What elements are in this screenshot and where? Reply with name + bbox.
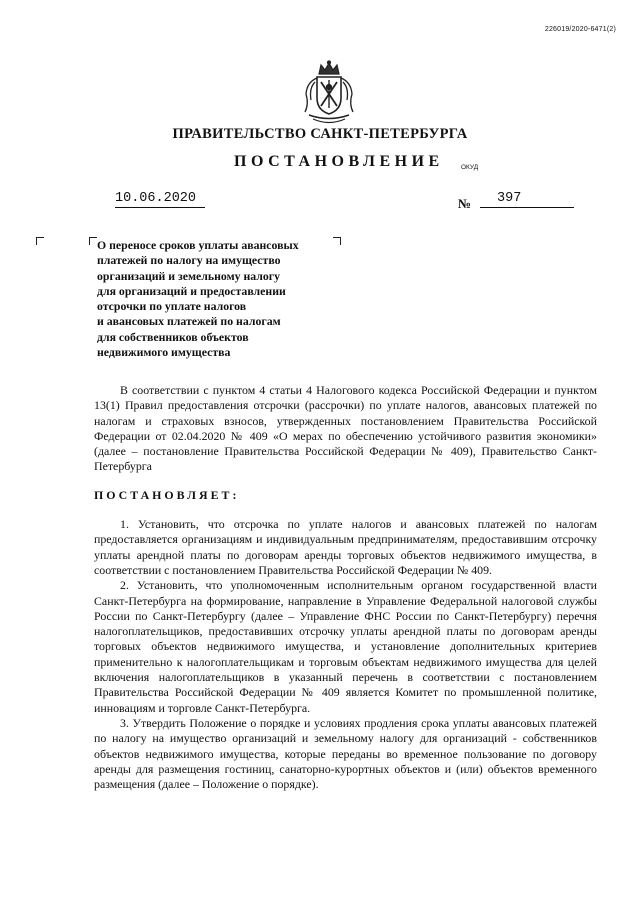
coat-of-arms-icon [303,60,355,126]
okud-label: ОКУД [461,164,479,171]
document-body [94,383,597,792]
clause-paragraph-2: 2. Установить, что уполномоченным исполнительным органом государственной власти Санкт-Петербурга на формирование, направление в Управление Федеральной налоговой службы России по Санкт-Петербургу (далее – Управление ФНС России по Санкт-Петербургу) перечня налогоплательщиков, предоставивших отсрочку уплаты арендной платы по договорам аренды торговых объектов недвижимого имущества, и установление дополнительных критериев применительно к налогоплательщикам и торговым объектам недвижимого имущества для целей включения налогоплательщиков в указанный перечень в соответствии с постановлением Правительства Российской Федерации № 409 является Комитет по промышленной политике, инновациям и торговле Санкт-Петербурга. [94,578,597,715]
subject-line: для собственников объектов [97,329,249,344]
document-number: 397 [480,191,574,208]
bracket-corner-left-outer [36,237,44,245]
document-type: ПОСТАНОВЛЕНИЕ [234,153,444,170]
document-date: 10.06.2020 [115,191,205,208]
subject-line: О переносе сроков уплаты авансовых [97,238,299,252]
subject-line: организаций и земельному налогу [97,268,281,283]
subject-line: и авансовых платежей по налогам [97,314,281,329]
subject-line: отсрочки по уплате налогов [97,299,247,314]
number-label: № [458,196,472,211]
bracket-corner-left-inner [89,237,97,245]
document-subject [97,238,333,360]
organization-name: ПРАВИТЕЛЬСТВО САНКТ-ПЕТЕРБУРГА [172,126,468,142]
clause-paragraph-3: 3. Утвердить Положение о порядке и условиях продления срока уплаты авансовых платежей по налогу на имущество организаций и земельному налогу для организаций - собственников объектов недвижимого имущества, которые переданы во временное пользование по договору аренды для размещения гостиниц, санаторно-курортных объектов и (или) объектов временного размещения (далее – Положение о порядке). [94,715,597,792]
clause-paragraph-1: 1. Установить, что отсрочка по уплате налогов и авансовых платежей по налогам предоставляется организациям и индивидуальным предпринимателям, предоставившим отсрочку уплаты арендной платы по договорам аренды торговых объектов недвижимого имущества, в соответствии с постановлением Правительства Российской Федерации № 409. [94,517,597,577]
subject-line: платежей по налогу на имущество [97,253,281,268]
subject-line: недвижимого имущества [97,345,231,360]
subject-line: для организаций и предоставлении [97,283,286,298]
resolves-heading: ПОСТАНОВЛЯЕТ: [94,487,240,502]
preamble-paragraph: В соответствии с пунктом 4 статьи 4 Налогового кодекса Российской Федерации и пунктом 13(1) Правил предоставления отсрочки (рассрочки) по уплате налогов, авансовых платежей по налогам и страховых взносов, утвержденных постановлением Правительства Российской Федерации от 02.04.2020 № 409 «О мерах по обеспечению устойчивого развития экономики» (далее – постановление Правительства Российской Федерации № 409), Правительство Санкт-Петербурга [94,383,597,474]
document-registration-number: 226019/2020-6471(2) [544,26,616,33]
bracket-corner-right [333,237,341,245]
